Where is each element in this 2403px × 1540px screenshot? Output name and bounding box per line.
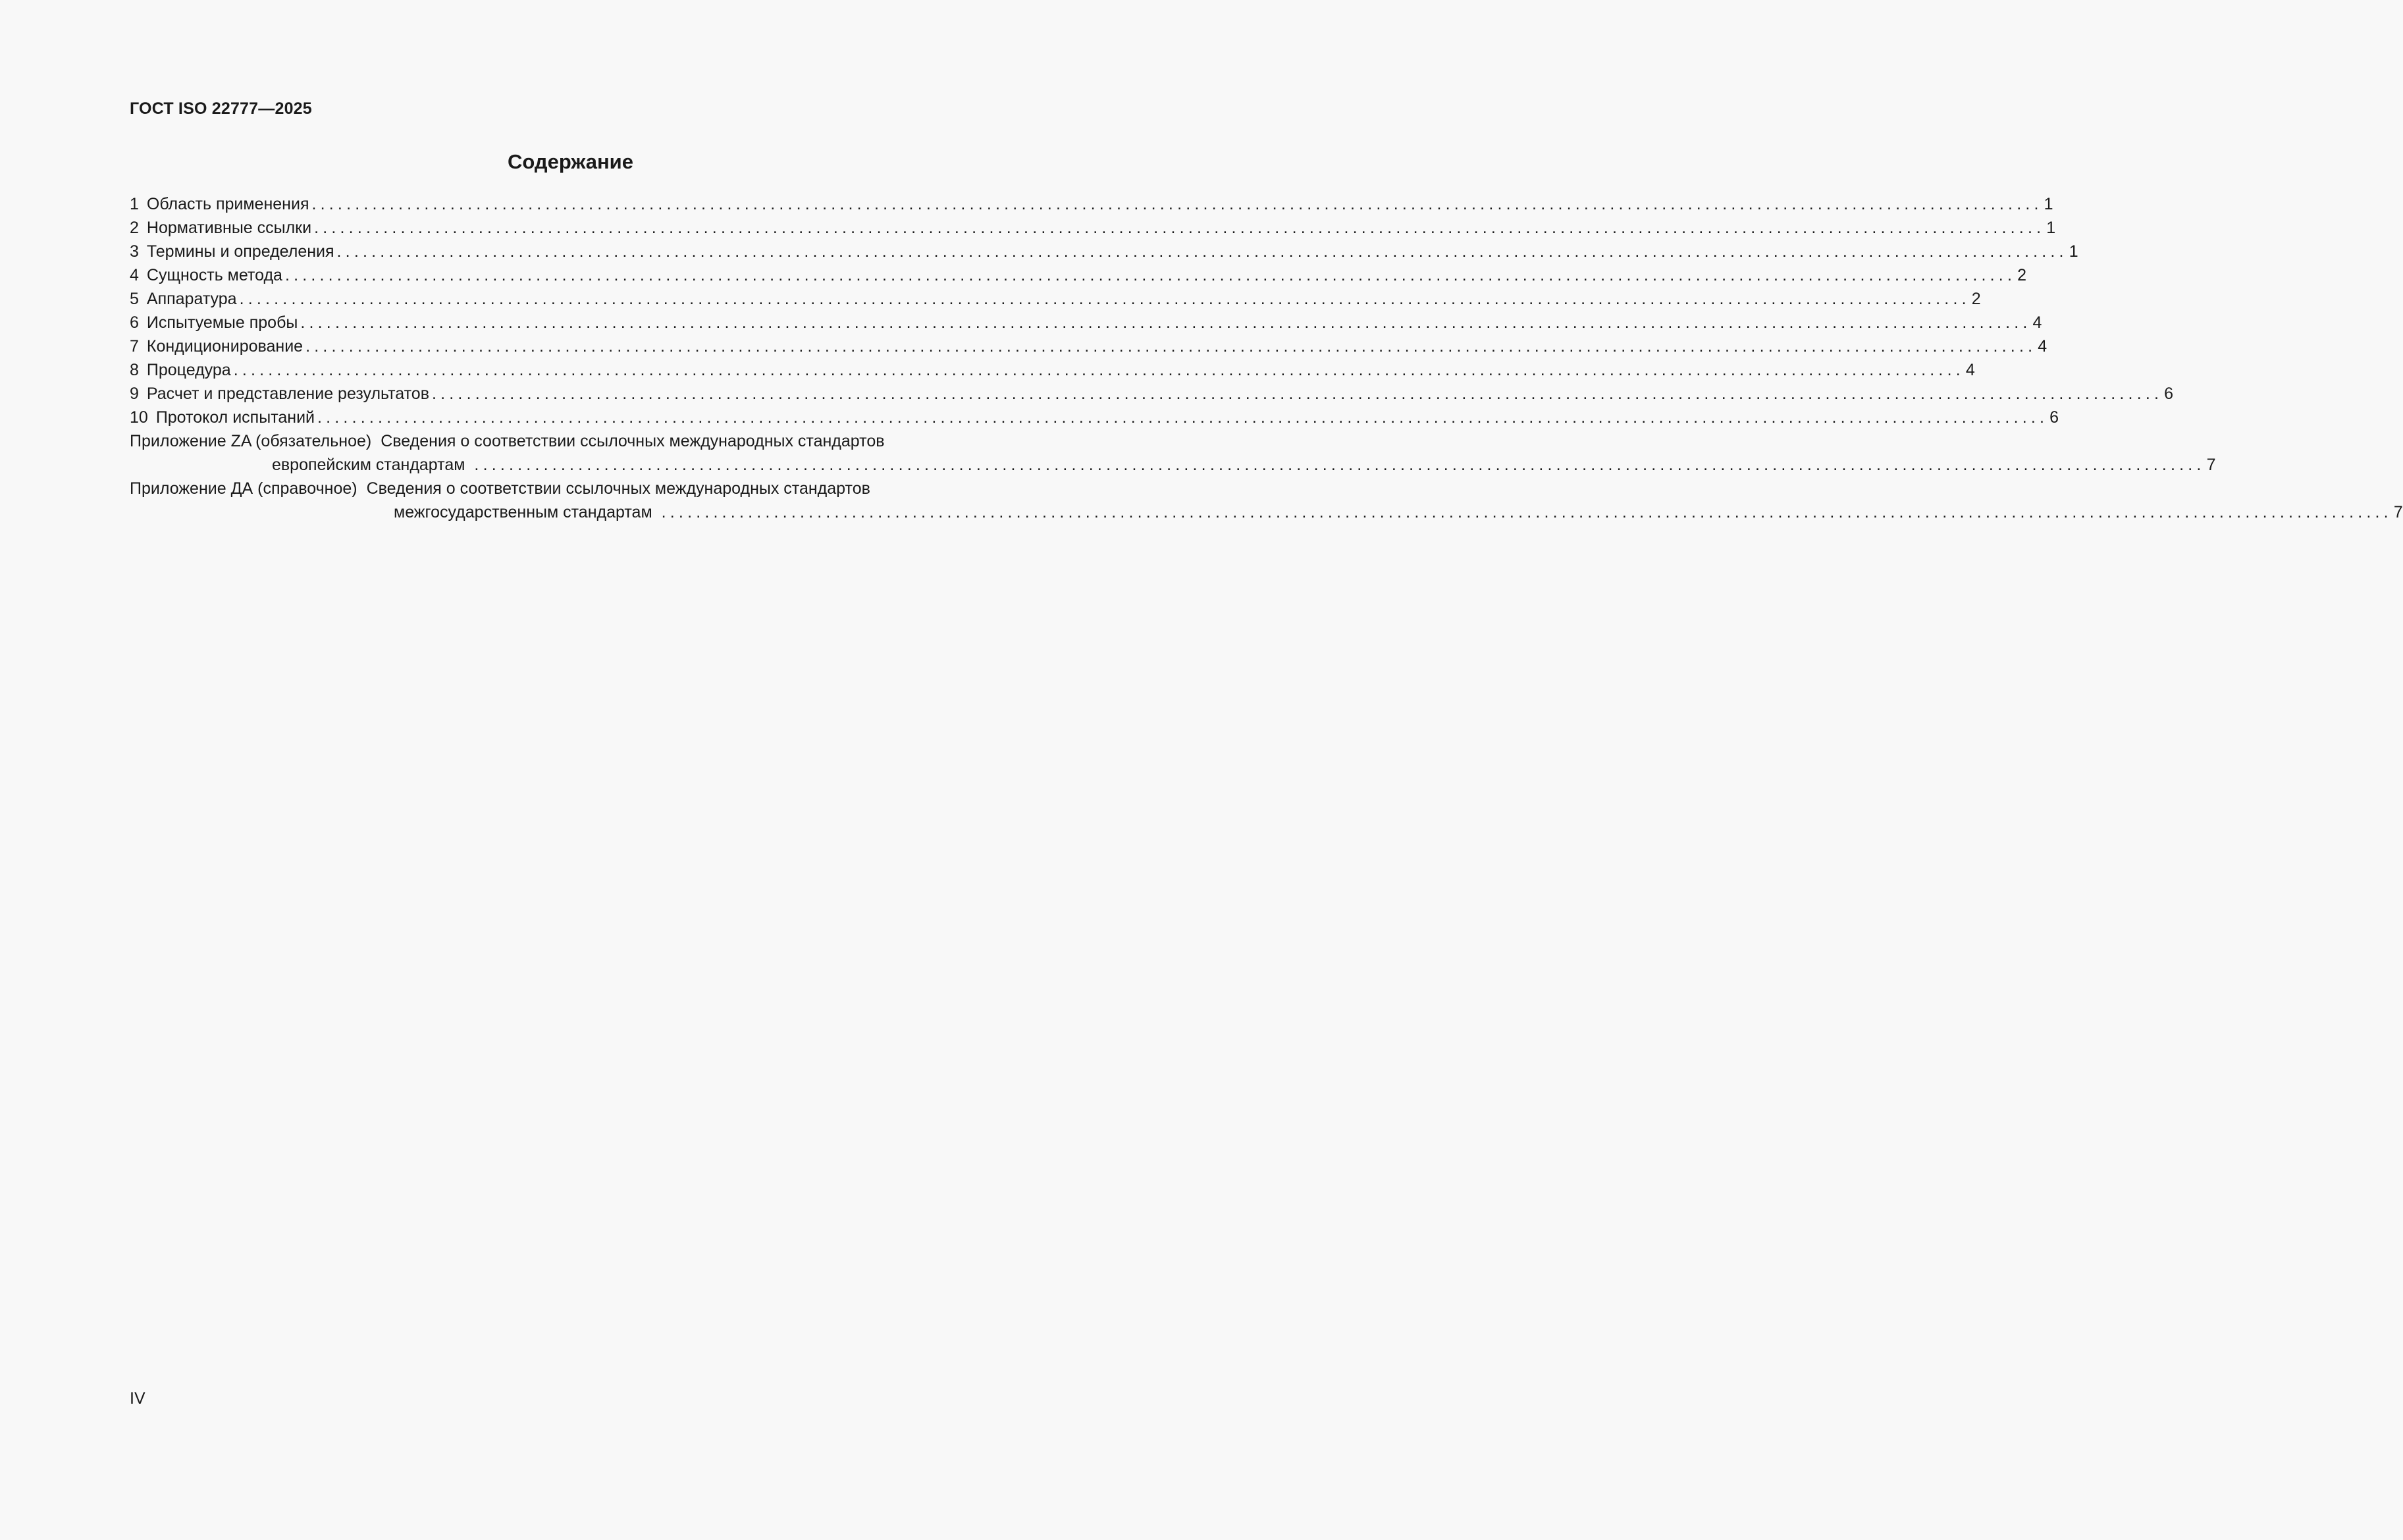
toc-entry-page: 2	[2017, 266, 2027, 284]
annex-label: Приложение ZA (обязательное)	[130, 432, 372, 450]
annex-label: Приложение ДА (справочное)	[130, 479, 357, 498]
toc-entry-page: 6	[2164, 385, 2174, 403]
toc-entry[interactable]	[130, 240, 2078, 263]
toc-entry-number: 8	[130, 361, 139, 379]
toc-entry-number: 3	[130, 242, 139, 261]
toc-entry-title: Процедура	[146, 361, 231, 379]
toc-entry[interactable]	[130, 263, 2027, 287]
toc-leader-dots: ........................................................................................................................................................................................................	[239, 290, 1970, 308]
toc-entry-page: 1	[2046, 219, 2056, 237]
table-of-contents	[130, 192, 2403, 524]
toc-entry-page: 1	[2069, 242, 2078, 261]
toc-entry-title: Аппаратура	[146, 290, 237, 308]
annex-title-line2: европейским стандартам	[272, 456, 465, 474]
page-number: IV	[130, 1389, 145, 1408]
toc-leader-dots: ........................................................................................................................................................................................................	[284, 266, 2017, 284]
toc-entry-title: Область применения	[146, 195, 309, 213]
toc-entry-title: Испытуемые пробы	[146, 313, 298, 332]
annex-title-line1: Сведения о соответствии ссылочных международных стандартов	[381, 432, 885, 450]
toc-entry-number: 2	[130, 219, 139, 237]
toc-entry[interactable]	[130, 192, 2053, 216]
toc-entry[interactable]	[130, 216, 2056, 240]
toc-leader-dots: ........................................................................................................................................................................................................	[336, 242, 2068, 261]
toc-entry[interactable]	[130, 311, 2042, 334]
toc-entry-number: 5	[130, 290, 139, 308]
toc-entry-page: 1	[2044, 195, 2053, 213]
toc-entry-page: 4	[2038, 337, 2047, 356]
toc-entry-page: 7	[2393, 503, 2403, 521]
toc-leader-dots: ........................................................................................................................................................................................................	[314, 219, 2046, 237]
toc-entry-number: 7	[130, 337, 139, 356]
toc-entry-page: 2	[1971, 290, 1981, 308]
toc-leader-dots: ........................................................................................................................................................................................................	[661, 503, 2392, 521]
toc-entry-title: Нормативные ссылки	[146, 219, 312, 237]
toc-entry[interactable]	[130, 406, 2059, 429]
toc-entry-page: 4	[1965, 361, 1975, 379]
toc-entry-title: Термины и определения	[146, 242, 334, 261]
toc-entry[interactable]	[130, 358, 1975, 382]
toc-leader-dots: ........................................................................................................................................................................................................	[300, 313, 2032, 332]
document-header: ГОСТ ISO 22777—2025	[130, 99, 312, 118]
toc-entry-page: 4	[2032, 313, 2042, 332]
toc-entry-title: Кондиционирование	[146, 337, 304, 356]
toc-leader-dots: ........................................................................................................................................................................................................	[311, 195, 2043, 213]
toc-leader-dots: ........................................................................................................................................................................................................	[317, 408, 2049, 427]
toc-entry[interactable]	[130, 287, 1981, 311]
toc-entry-page: 7	[2206, 456, 2216, 474]
toc-entry-title: Протокол испытаний	[155, 408, 315, 427]
toc-title: Содержание	[508, 150, 633, 173]
toc-entry-number: 6	[130, 313, 139, 332]
toc-leader-dots: ........................................................................................................................................................................................................	[431, 385, 2163, 403]
toc-annex-entry[interactable]	[130, 477, 2403, 524]
toc-entry-number: 10	[130, 408, 148, 427]
toc-entry-number: 9	[130, 385, 139, 403]
toc-entry-page: 6	[2049, 408, 2059, 427]
toc-entry-number: 1	[130, 195, 139, 213]
toc-entry[interactable]	[130, 382, 2174, 406]
annex-title-line1: Сведения о соответствии ссылочных международных стандартов	[366, 479, 870, 498]
toc-entry[interactable]	[130, 334, 2047, 358]
toc-entry-title: Сущность метода	[146, 266, 282, 284]
toc-leader-dots: ........................................................................................................................................................................................................	[474, 456, 2205, 474]
toc-annex-entry[interactable]	[130, 429, 2216, 477]
annex-title-line2: межгосударственным стандартам	[394, 503, 652, 521]
toc-entry-number: 4	[130, 266, 139, 284]
toc-leader-dots: ........................................................................................................................................................................................................	[305, 337, 2037, 356]
toc-entry-title: Расчет и представление результатов	[146, 385, 429, 403]
toc-leader-dots: ........................................................................................................................................................................................................	[233, 361, 1965, 379]
